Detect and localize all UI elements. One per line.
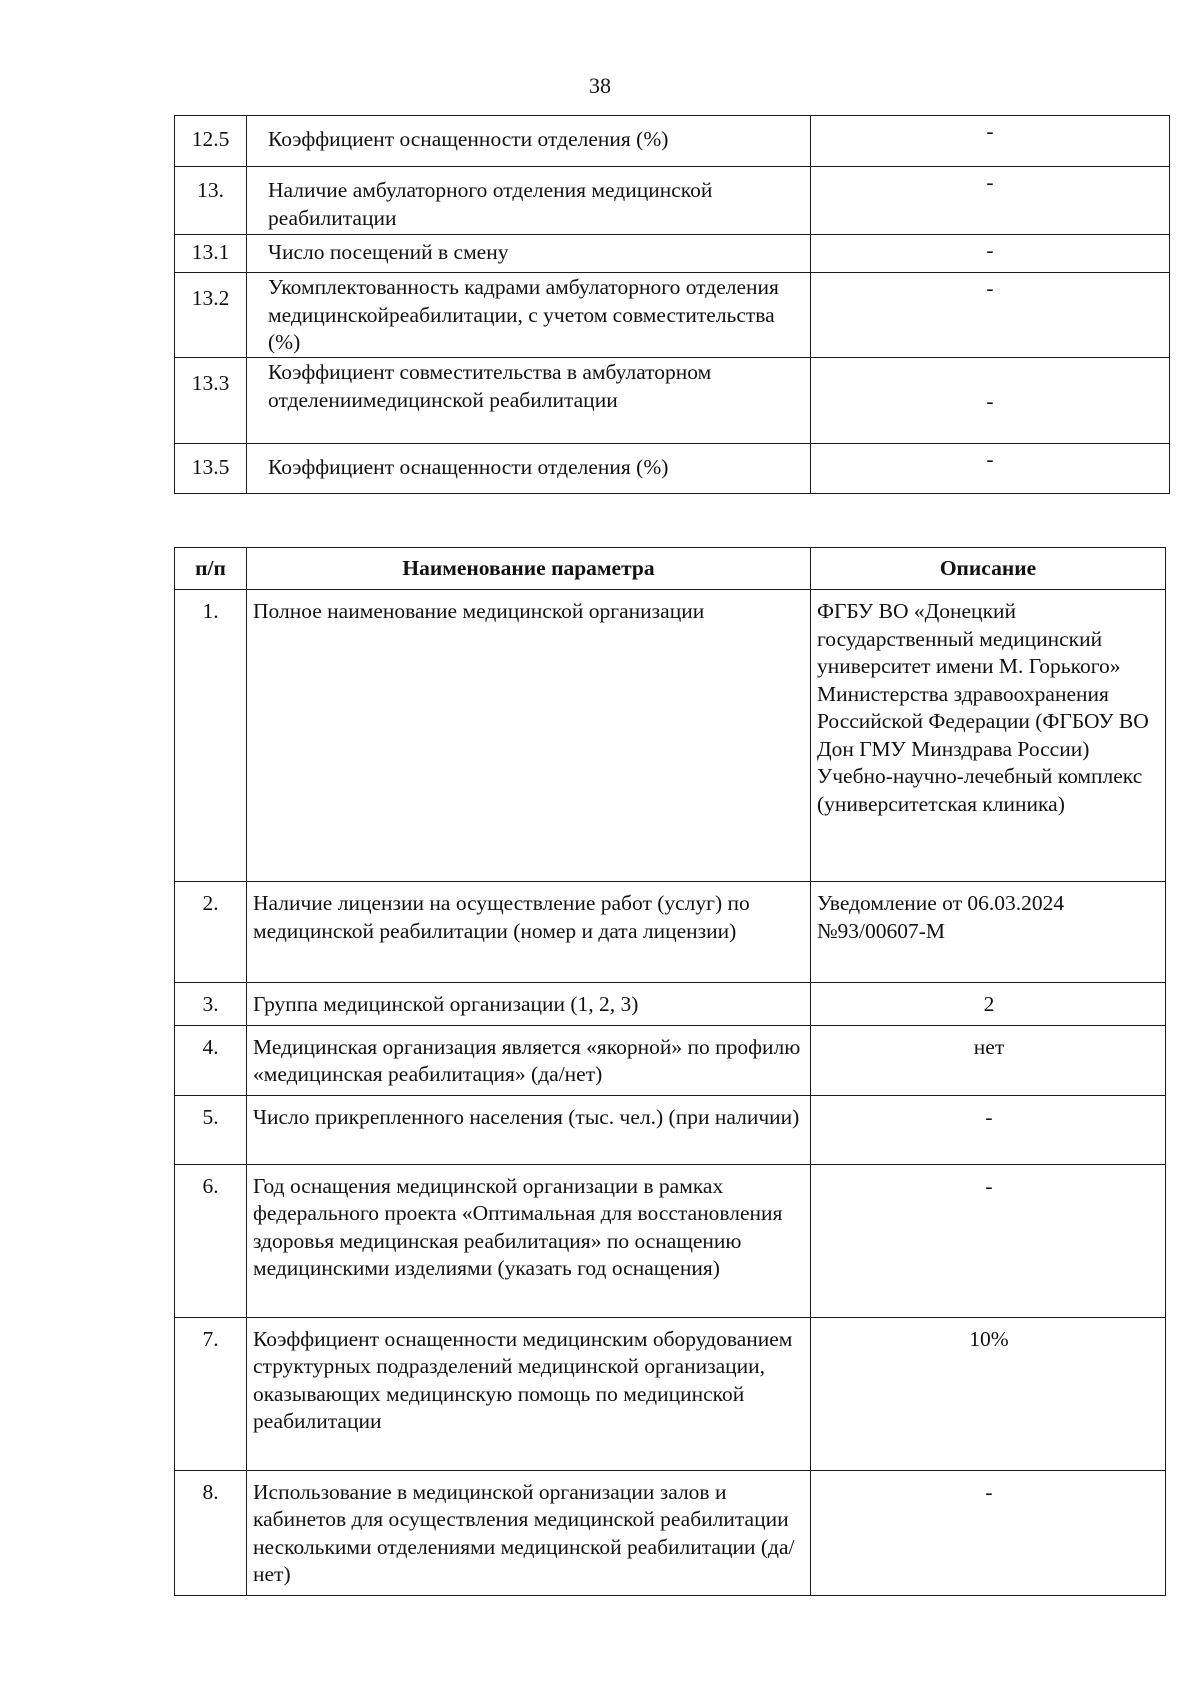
row-number: 13.1 — [175, 235, 247, 273]
table-row — [175, 590, 1166, 882]
row-number: 5. — [175, 1095, 247, 1164]
row-number: 13.5 — [175, 444, 247, 494]
parameter-name: Коэффициент оснащенности отделения (%) — [247, 444, 811, 494]
parameter-name: Группа медицинской организации (1, 2, 3) — [247, 983, 811, 1026]
parameter-value: - — [811, 167, 1170, 235]
row-number: 12.5 — [175, 116, 247, 167]
parameter-name: Число прикрепленного населения (тыс. чел.) (при наличии) — [247, 1095, 811, 1164]
table-row — [175, 1095, 1166, 1164]
row-number: 2. — [175, 882, 247, 983]
parameter-value: - — [811, 235, 1170, 273]
table-row — [175, 1164, 1166, 1317]
table-row — [175, 882, 1166, 983]
parameter-value: - — [811, 444, 1170, 494]
continuation-table — [174, 115, 1170, 494]
table-header-row — [175, 548, 1166, 590]
table-row — [175, 235, 1170, 273]
parameter-name: Число посещений в смену — [247, 235, 811, 273]
parameter-name: Коэффициент совместительства в амбулаторном отделениимедицинской реабилитации — [247, 358, 811, 444]
parameter-value: - — [811, 1470, 1166, 1595]
parameter-value: 2 — [811, 983, 1166, 1026]
table-row — [175, 358, 1170, 444]
row-number: 1. — [175, 590, 247, 882]
row-number: 13.3 — [175, 358, 247, 444]
table-row — [175, 1025, 1166, 1095]
parameter-value: - — [811, 358, 1170, 444]
row-number: 6. — [175, 1164, 247, 1317]
row-number: 8. — [175, 1470, 247, 1595]
parameter-name: Наличие лицензии на осуществление работ (услуг) по медицинской реабилитации (номер и дата лицензии) — [247, 882, 811, 983]
parameter-value: - — [811, 273, 1170, 358]
parameter-name: Медицинская организация является «якорной» по профилю «медицинская реабилитация» (да/нет) — [247, 1025, 811, 1095]
parameter-name: Полное наименование медицинской организации — [247, 590, 811, 882]
header-value: Описание — [811, 548, 1166, 590]
row-number: 7. — [175, 1317, 247, 1470]
header-name: Наименование параметра — [247, 548, 811, 590]
parameter-value: нет — [811, 1025, 1166, 1095]
table-row — [175, 273, 1170, 358]
table-row — [175, 444, 1170, 494]
row-number: 4. — [175, 1025, 247, 1095]
table-row — [175, 983, 1166, 1026]
parameter-value: ФГБУ ВО «Донецкий государственный медицинский университет имени М. Горького» Министерства здравоохранения Российской Федерации (ФГБОУ ВО Дон ГМУ Минздрава России) Учебно-научно-лечебный комплекс (университетская клиника) — [811, 590, 1166, 882]
parameter-name: Год оснащения медицинской организации в рамках федерального проекта «Оптимальная для восстановления здоровья медицинская реабилитация» по оснащению медицинскими изделиями (указать год оснащения) — [247, 1164, 811, 1317]
table-row — [175, 1470, 1166, 1595]
parameters-table — [174, 547, 1166, 1596]
table-row — [175, 167, 1170, 235]
page-number: 38 — [589, 73, 611, 98]
header-num: п/п — [175, 548, 247, 590]
parameter-value: Уведомление от 06.03.2024 №93/00607-М — [811, 882, 1166, 983]
parameter-value: - — [811, 116, 1170, 167]
row-number: 13. — [175, 167, 247, 235]
table-row — [175, 1317, 1166, 1470]
parameter-value: - — [811, 1095, 1166, 1164]
parameter-name: Коэффициент оснащенности отделения (%) — [247, 116, 811, 167]
parameter-name: Использование в медицинской организации залов и кабинетов для осуществления медицинской реабилитации несколькими отделениями медицинской реабилитации (да/нет) — [247, 1470, 811, 1595]
parameter-name: Укомплектованность кадрами амбулаторного отделения медицинскойреабилитации, с учетом совместительства (%) — [247, 273, 811, 358]
parameter-value: - — [811, 1164, 1166, 1317]
table-row — [175, 116, 1170, 167]
row-number: 13.2 — [175, 273, 247, 358]
parameter-name: Коэффициент оснащенности медицинским оборудованием структурных подразделений медицинской организации, оказывающих медицинскую помощь по медицинской реабилитации — [247, 1317, 811, 1470]
parameter-value: 10% — [811, 1317, 1166, 1470]
parameter-name: Наличие амбулаторного отделения медицинской реабилитации — [247, 167, 811, 235]
row-number: 3. — [175, 983, 247, 1026]
